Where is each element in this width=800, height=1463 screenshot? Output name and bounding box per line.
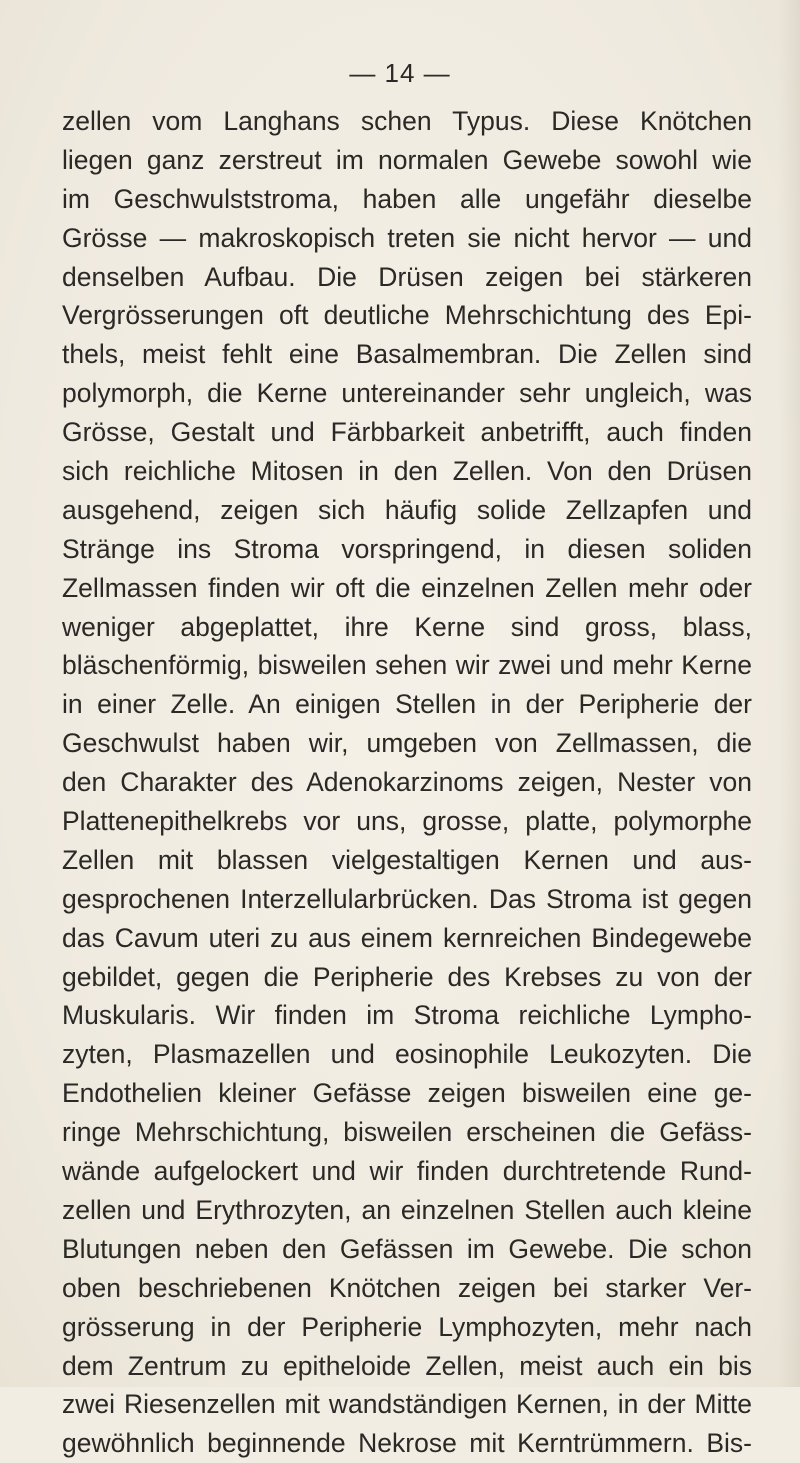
text-line: Plattenepithelkrebs vor uns, grosse, platte, polymorphe	[62, 806, 752, 837]
body-text	[62, 102, 752, 1463]
text-line: sich reichliche Mitosen in den Zellen. Von den Drüsen	[62, 456, 752, 487]
text-line: im Geschwulststroma, haben alle ungefähr dieselbe	[62, 183, 752, 214]
page-edge-shadow	[778, 0, 800, 1387]
text-line: Endothelien kleiner Gefässe zeigen bisweilen eine ge-	[62, 1078, 752, 1109]
text-line: Stränge ins Stroma vorspringend, in diesen soliden	[62, 533, 752, 564]
text-line: liegen ganz zerstreut im normalen Gewebe sowohl wie	[62, 144, 752, 175]
text-line: das Cavum uteri zu aus einem kernreichen Bindegewebe	[62, 922, 752, 953]
text-line: Zellen mit blassen vielgestaltigen Kernen und aus-	[62, 844, 752, 875]
text-line: ringe Mehrschichtung, bisweilen erscheinen die Gefäss-	[62, 1117, 752, 1148]
text-line: zwei Riesenzellen mit wandständigen Kernen, in der Mitte	[62, 1389, 752, 1420]
text-line: Zellmassen finden wir oft die einzelnen Zellen mehr oder	[62, 572, 752, 603]
text-line: zellen vom Langhans schen Typus. Diese Knötchen	[62, 106, 752, 136]
text-line: Grösse, Gestalt und Färbbarkeit anbetrifft, auch finden	[62, 417, 752, 448]
text-line: thels, meist fehlt eine Basalmembran. Die Zellen sind	[62, 339, 752, 370]
text-line: gesprochenen Interzellularbrücken. Das Stroma ist gegen	[62, 883, 752, 914]
text-line: gewöhnlich beginnende Nekrose mit Kerntrümmern. Bis-	[62, 1428, 752, 1459]
text-line: ausgehend, zeigen sich häufig solide Zellzapfen und	[62, 494, 752, 525]
text-line: den Charakter des Adenokarzinoms zeigen, Nester von	[62, 767, 752, 798]
text-line: in einer Zelle. An einigen Stellen in der Peripherie der	[62, 689, 752, 720]
text-line: Grösse — makroskopisch treten sie nicht hervor — und	[62, 222, 752, 253]
text-line: Vergrösserungen oft deutliche Mehrschichtung des Epi-	[62, 300, 752, 331]
text-line: Blutungen neben den Gefässen im Gewebe. Die schon	[62, 1233, 752, 1264]
text-line: zyten, Plasmazellen und eosinophile Leukozyten. Die	[62, 1039, 752, 1070]
text-line: weniger abgeplattet, ihre Kerne sind gross, blass,	[62, 611, 752, 642]
text-line: Geschwulst haben wir, umgeben von Zellmassen, die	[62, 728, 752, 759]
text-line: wände aufgelockert und wir finden durchtretende Rund-	[62, 1156, 752, 1187]
text-line: oben beschriebenen Knötchen zeigen bei starker Ver-	[62, 1272, 752, 1303]
text-line: bläschenförmig, bisweilen sehen wir zwei und mehr Kerne	[62, 650, 752, 681]
text-line: Muskularis. Wir finden im Stroma reichliche Lympho-	[62, 1000, 752, 1031]
text-line: denselben Aufbau. Die Drüsen zeigen bei stärkeren	[62, 261, 752, 292]
text-line: grösserung in der Peripherie Lymphozyten, mehr nach	[62, 1311, 752, 1342]
text-line: polymorph, die Kerne untereinander sehr ungleich, was	[62, 378, 752, 409]
text-line: zellen und Erythrozyten, an einzelnen Stellen auch kleine	[62, 1194, 752, 1225]
text-line: gebildet, gegen die Peripherie des Krebses zu von der	[62, 961, 752, 992]
page-number: — 14 —	[349, 58, 451, 88]
text-line: dem Zentrum zu epitheloide Zellen, meist auch ein bis	[62, 1350, 752, 1381]
